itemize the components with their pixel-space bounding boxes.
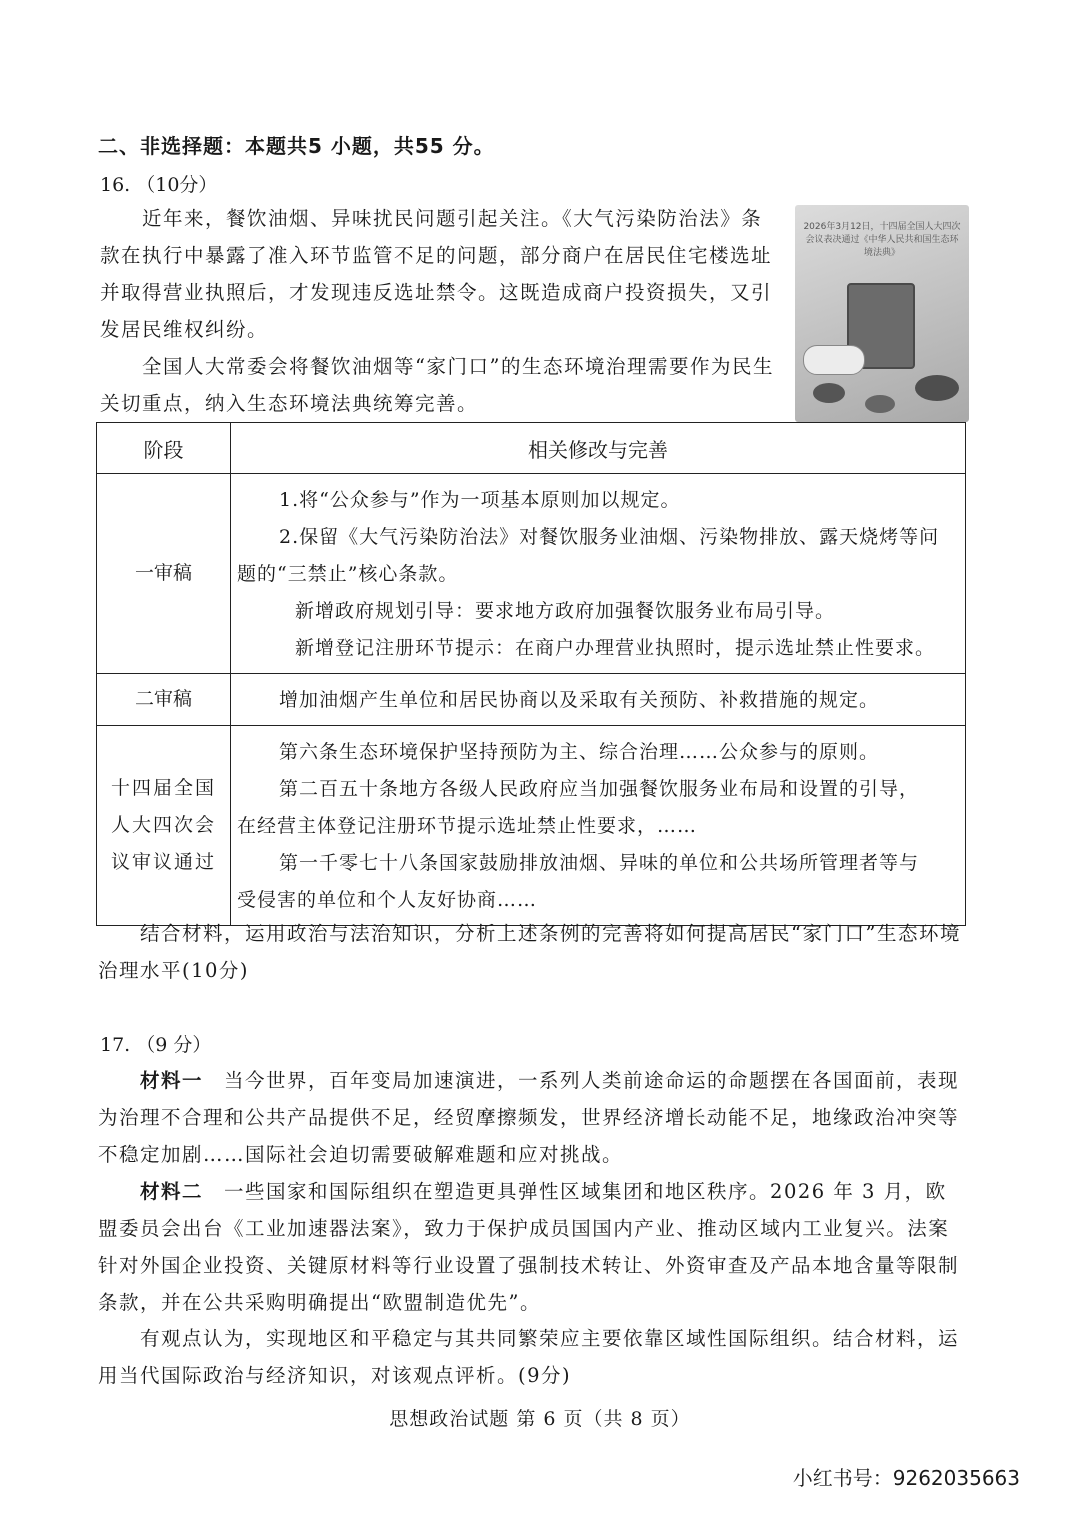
- content-line: 第二百五十条地方各级人民政府应当加强餐饮服务业布局和设置的引导，: [279, 778, 920, 800]
- content-line: 新增登记注册环节提示：在商户办理营业执照时，提示选址禁止性要求。: [295, 637, 936, 659]
- q16-question: 结合材料，运用政治与法治知识，分析上述条例的完善将如何提高居民“家门口”生态环境治理水平(10分): [98, 922, 961, 982]
- photo-caption: 2026年3月12日，十四届全国人大四次会议表决通过《中华人民共和国生态环境法典》: [803, 222, 961, 258]
- content-line: 题的“三禁止”核心条款。: [237, 563, 459, 585]
- q16-paragraph-1: 近年来，餐饮油烟、异味扰民问题引起关注。《大气污染防治法》条款在执行中暴露了准入环节监管不足的问题，部分商户在居民住宅楼选址并取得营业执照后，才发现违反选址禁令。这既造成商户投资损失，又引发居民维权纠纷。: [100, 207, 773, 341]
- table-row: [97, 726, 966, 926]
- revision-table: [96, 422, 966, 926]
- material-1-label: 材料一: [140, 1069, 204, 1092]
- news-photo: [795, 205, 969, 422]
- decor-shape: [813, 383, 845, 403]
- question-17-number: 17. （9 分）: [100, 1034, 212, 1056]
- content-cell: [231, 674, 966, 726]
- material-1-text: 当今世界，百年变局加速演进，一系列人类前途命运的命题摆在各国面前，表现为治理不合理和公共产品提供不足，经贸摩擦频发，世界经济增长动能不足，地缘政治冲突等不稳定加剧……国际社会迫切需要破解难题和应对挑战。: [98, 1069, 960, 1166]
- question-16-number: 16. （10分）: [100, 174, 218, 196]
- speech-bubble-icon: [803, 345, 865, 375]
- table-header-row: [97, 423, 966, 474]
- header-stage: 阶段: [97, 423, 231, 474]
- content-cell: [231, 726, 966, 926]
- decor-shape: [915, 375, 959, 401]
- content-line: 在经营主体登记注册环节提示选址禁止性要求，……: [237, 815, 698, 837]
- q17-material-2: [98, 1173, 966, 1321]
- stage-cell: 一审稿: [97, 474, 231, 674]
- content-line: 新增政府规划引导：要求地方政府加强餐饮服务业布局引导。: [295, 600, 836, 622]
- stage-cell: 二审稿: [97, 674, 231, 726]
- q17-material-1: [98, 1062, 966, 1173]
- q17-question: 有观点认为，实现地区和平稳定与其共同繁荣应主要依靠区域性国际组织。结合材料，运用当代国际政治与经济知识，对该观点评析。(9分): [98, 1327, 960, 1387]
- stage-cell: 十四届全国人大四次会议审议通过: [97, 726, 231, 926]
- content-line: 增加油烟产生单位和居民协商以及采取有关预防、补救措施的规定。: [279, 689, 880, 711]
- material-2-text: 一些国家和国际组织在塑造更具弹性区域集团和地区秩序。2026 年 3 月，欧盟委员会出台《工业加速器法案》，致力于保护成员国国内产业、推动区域内工业复兴。法案针对外国企业投资、关键原材料等行业设置了强制技术转让、外资审查及产品本地含量等限制条款，并在公共采购明确提出“欧盟制造优先”。: [98, 1180, 960, 1314]
- content-line: 第一千零七十八条国家鼓励排放油烟、异味的单位和公共场所管理者等与: [279, 852, 920, 874]
- q16-paragraph-2: 全国人大常委会将餐饮油烟等“家门口”的生态环境治理需要作为民生关切重点，纳入生态环境法典统筹完善。: [100, 355, 774, 415]
- content-line: 第六条生态环境保护坚持预防为主、综合治理……公众参与的原则。: [279, 741, 880, 763]
- content-line: 2.保留《大气污染防治法》对餐饮服务业油烟、污染物排放、露天烧烤等问: [279, 526, 940, 548]
- material-2-label: 材料二: [140, 1180, 204, 1203]
- content-line: 受侵害的单位和个人友好协商……: [237, 889, 538, 911]
- page-footer: 思想政治试题 第 6 页（共 8 页）: [389, 1408, 691, 1430]
- section-title: 二、非选择题：本题共5 小题，共55 分。: [98, 134, 495, 158]
- header-content: 相关修改与完善: [231, 423, 966, 474]
- content-cell: [231, 474, 966, 674]
- watermark-handle: 小红书号：9262035663: [792, 1466, 1020, 1490]
- table-row: [97, 674, 966, 726]
- table-row: [97, 474, 966, 674]
- decor-shape: [865, 395, 895, 413]
- content-line: 1.将“公众参与”作为一项基本原则加以规定。: [279, 489, 681, 511]
